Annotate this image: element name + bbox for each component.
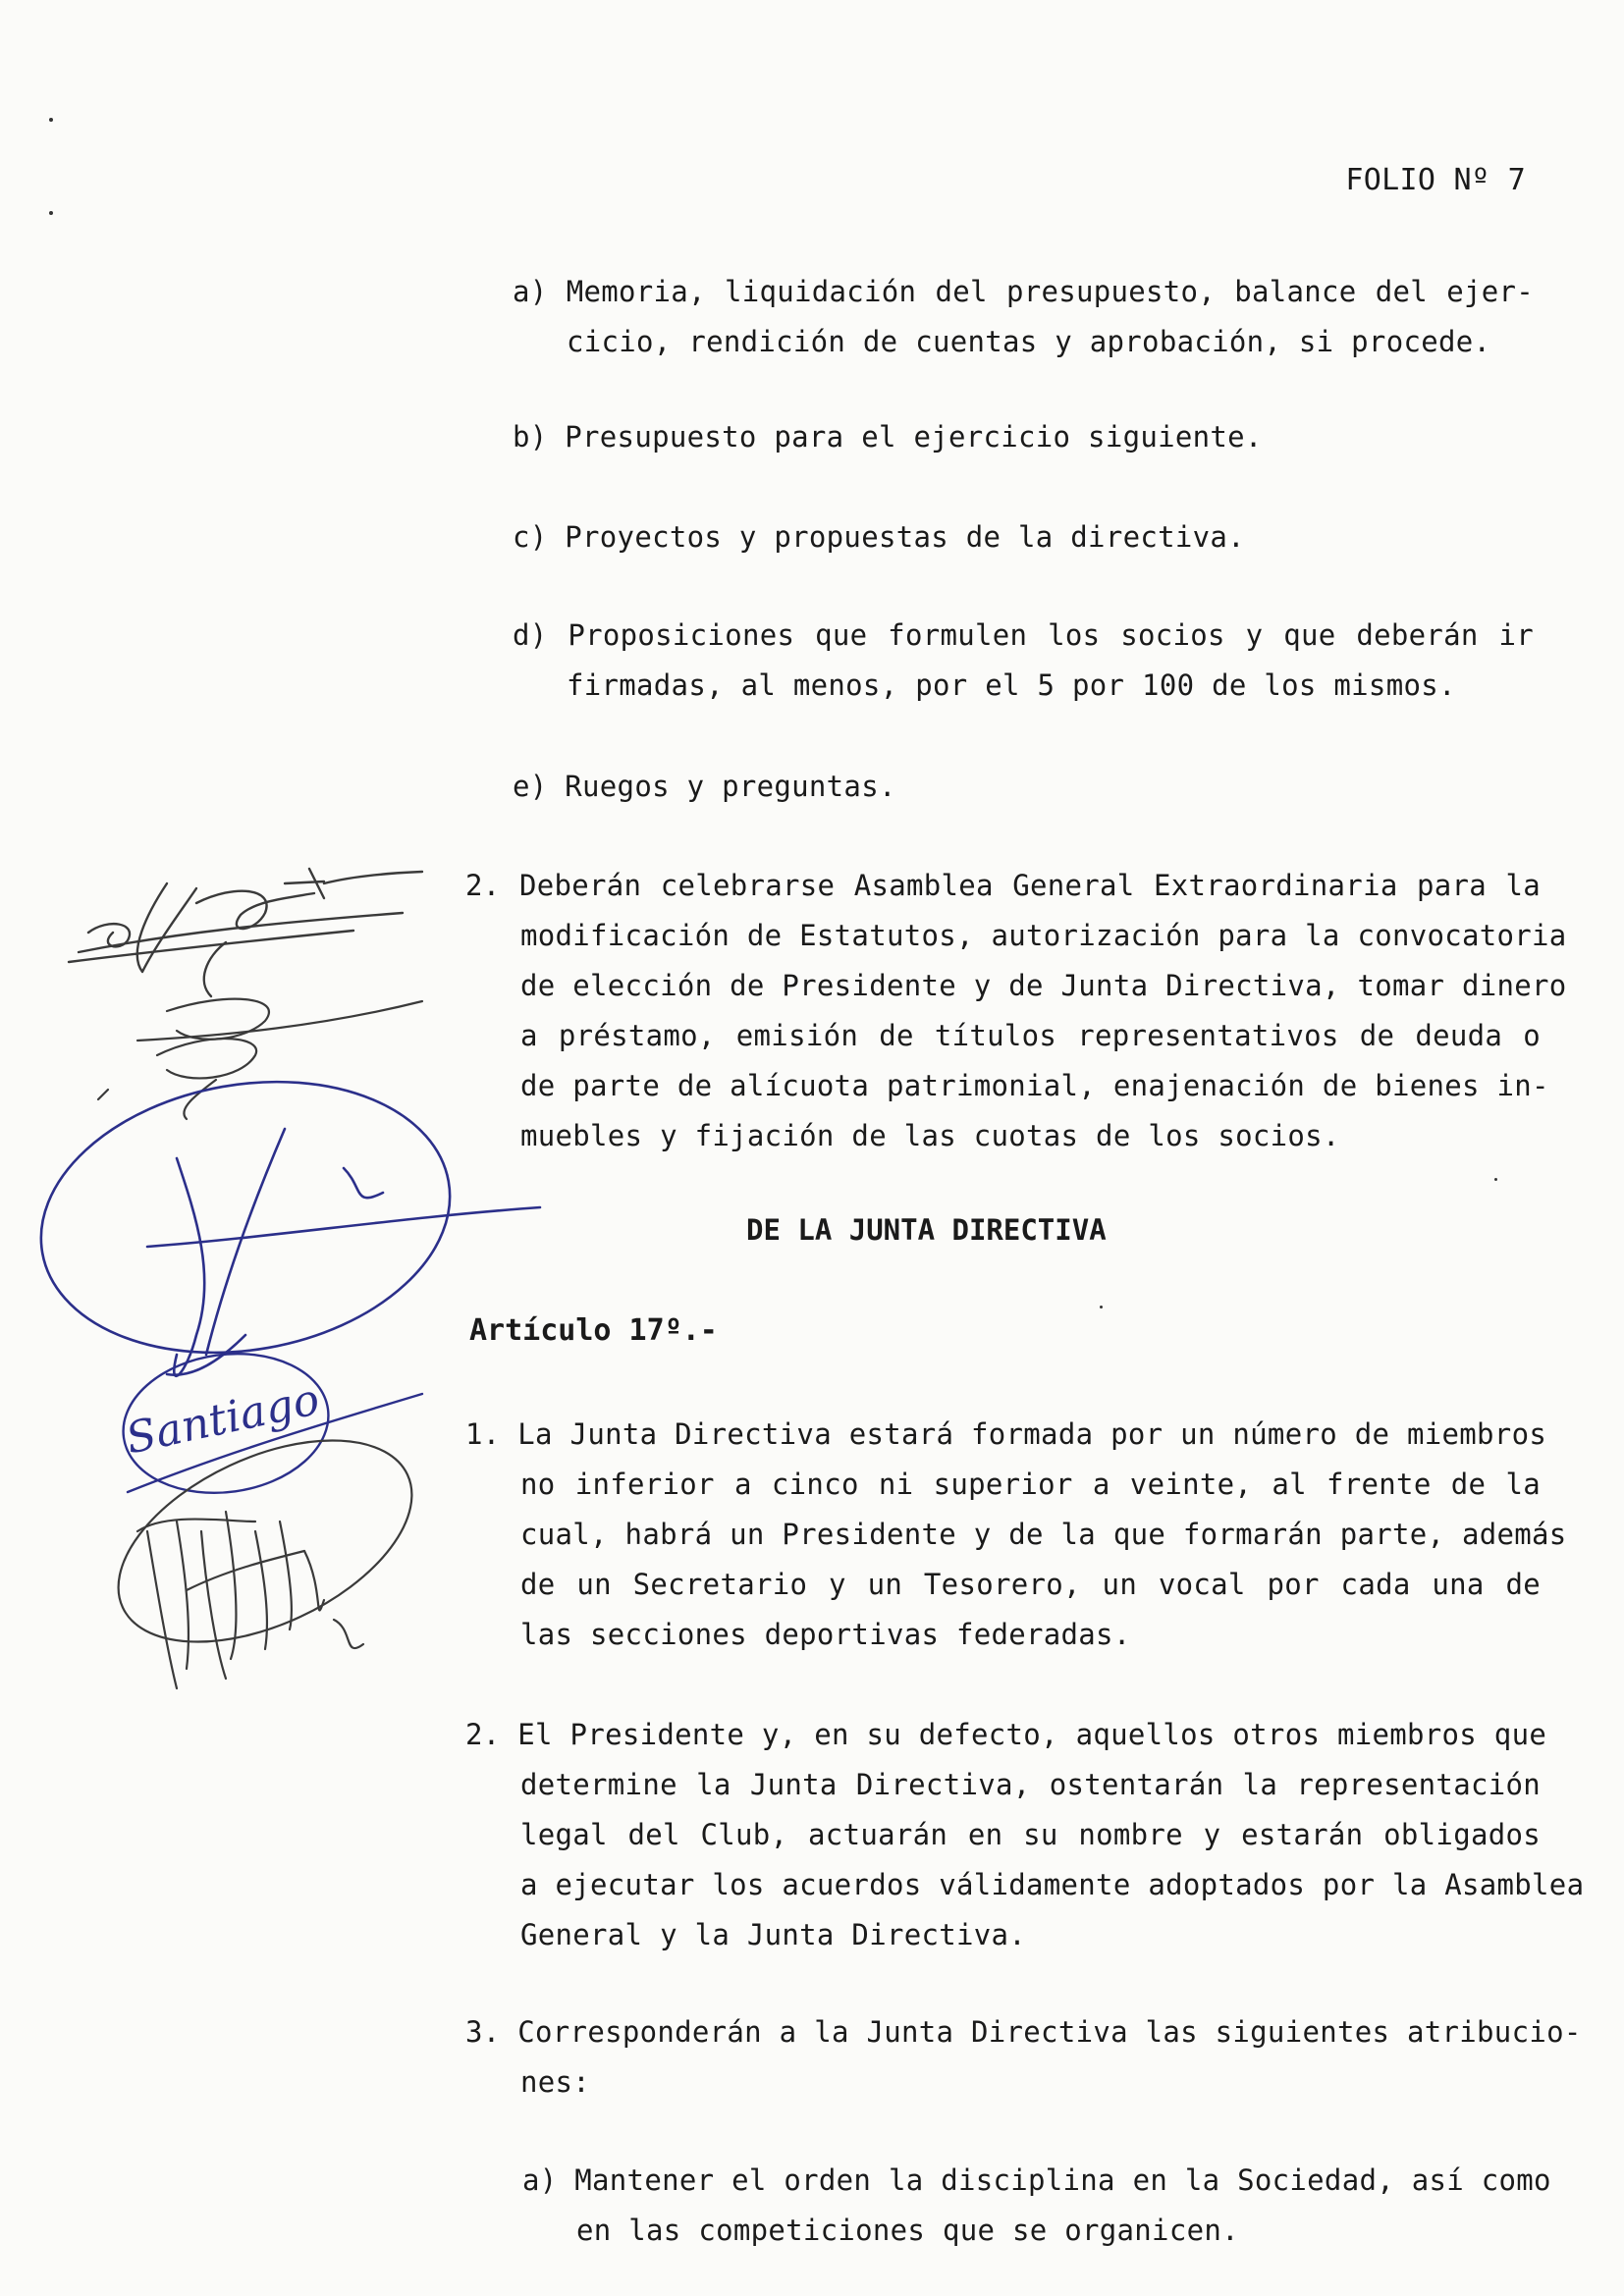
text-line: 1. La Junta Directiva estará formada por un número de miembros (465, 1417, 1547, 1451)
text-line: de elección de Presidente y de Junta Directiva, tomar dinero (520, 969, 1567, 1002)
text-line: no inferior a cinco ni superior a veinte, al frente de la (520, 1468, 1541, 1501)
text-line: cual, habrá un Presidente y de la que formarán parte, además (520, 1518, 1567, 1551)
list-item-d (513, 611, 1534, 711)
text-line: modificación de Estatutos, autorización para la convocatoria (520, 919, 1567, 952)
article-item-1 (465, 1410, 1567, 1660)
article-item-3 (465, 2007, 1582, 2108)
text-line: c) Proyectos y propuestas de la directiva. (513, 520, 1245, 554)
folio-number: FOLIO Nº 7 (1345, 163, 1526, 197)
text-line: muebles y fijación de las cuotas de los socios. (520, 1119, 1340, 1152)
text-line: a) Mantener el orden la disciplina en la Sociedad, así como (522, 2163, 1551, 2197)
list-item-b (513, 412, 1534, 462)
text-line: determine la Junta Directiva, ostentarán la representación (520, 1768, 1541, 1801)
text-line: nes: (520, 2065, 591, 2099)
text-line: 2. Deberán celebrarse Asamblea General Extraordinaria para la (465, 869, 1541, 902)
sub-item-a (522, 2156, 1551, 2256)
article-item-2 (465, 1710, 1585, 1960)
signatures-image (29, 844, 579, 1826)
signature-1 (69, 869, 422, 996)
text-line: a ejecutar los acuerdos válidamente adoptados por la Asamblea (520, 1868, 1585, 1901)
text-line: de un Secretario y un Tesorero, un vocal por cada una de (520, 1568, 1541, 1601)
text-line: b) Presupuesto para el ejercicio siguiente. (513, 420, 1263, 454)
scan-speck (49, 118, 53, 122)
text-line: e) Ruegos y preguntas. (513, 770, 896, 803)
list-item-c (513, 512, 1534, 562)
signature-3 (29, 1051, 540, 1384)
article-title: Artículo 17º.- (469, 1313, 718, 1348)
stamp-text: Santiago (121, 1374, 324, 1465)
scan-speck (1100, 1306, 1103, 1308)
text-line: las secciones deportivas federadas. (520, 1618, 1131, 1651)
text-line: legal del Club, actuarán en su nombre y estarán obligados (520, 1818, 1541, 1851)
list-item-a (513, 267, 1534, 367)
list-item-e (513, 762, 1534, 812)
text-line: en las competiciones que se organicen. (576, 2214, 1239, 2247)
scan-speck (49, 211, 53, 215)
text-line: General y la Junta Directiva. (520, 1918, 1027, 1951)
text-line: firmadas, al menos, por el 5 por 100 de los mismos. (567, 668, 1456, 702)
scan-speck (1494, 1178, 1497, 1181)
text-line: de parte de alícuota patrimonial, enajenación de bienes in- (520, 1069, 1549, 1102)
text-line: d) Proposiciones que formulen los socios y que deberán ir (513, 618, 1534, 652)
paragraph-2 (465, 861, 1567, 1161)
text-line: a préstamo, emisión de títulos representativos de deuda o (520, 1019, 1541, 1052)
section-heading: DE LA JUNTA DIRECTIVA (746, 1213, 1107, 1247)
text-line: a) Memoria, liquidación del presupuesto, balance del ejer- (513, 275, 1534, 308)
text-line: 2. El Presidente y, en su defecto, aquellos otros miembros que (465, 1718, 1547, 1751)
text-line: cicio, rendición de cuentas y aprobación, si procede. (567, 325, 1491, 358)
text-line: 3. Corresponderán a la Junta Directiva las siguientes atribucio- (465, 2015, 1582, 2049)
